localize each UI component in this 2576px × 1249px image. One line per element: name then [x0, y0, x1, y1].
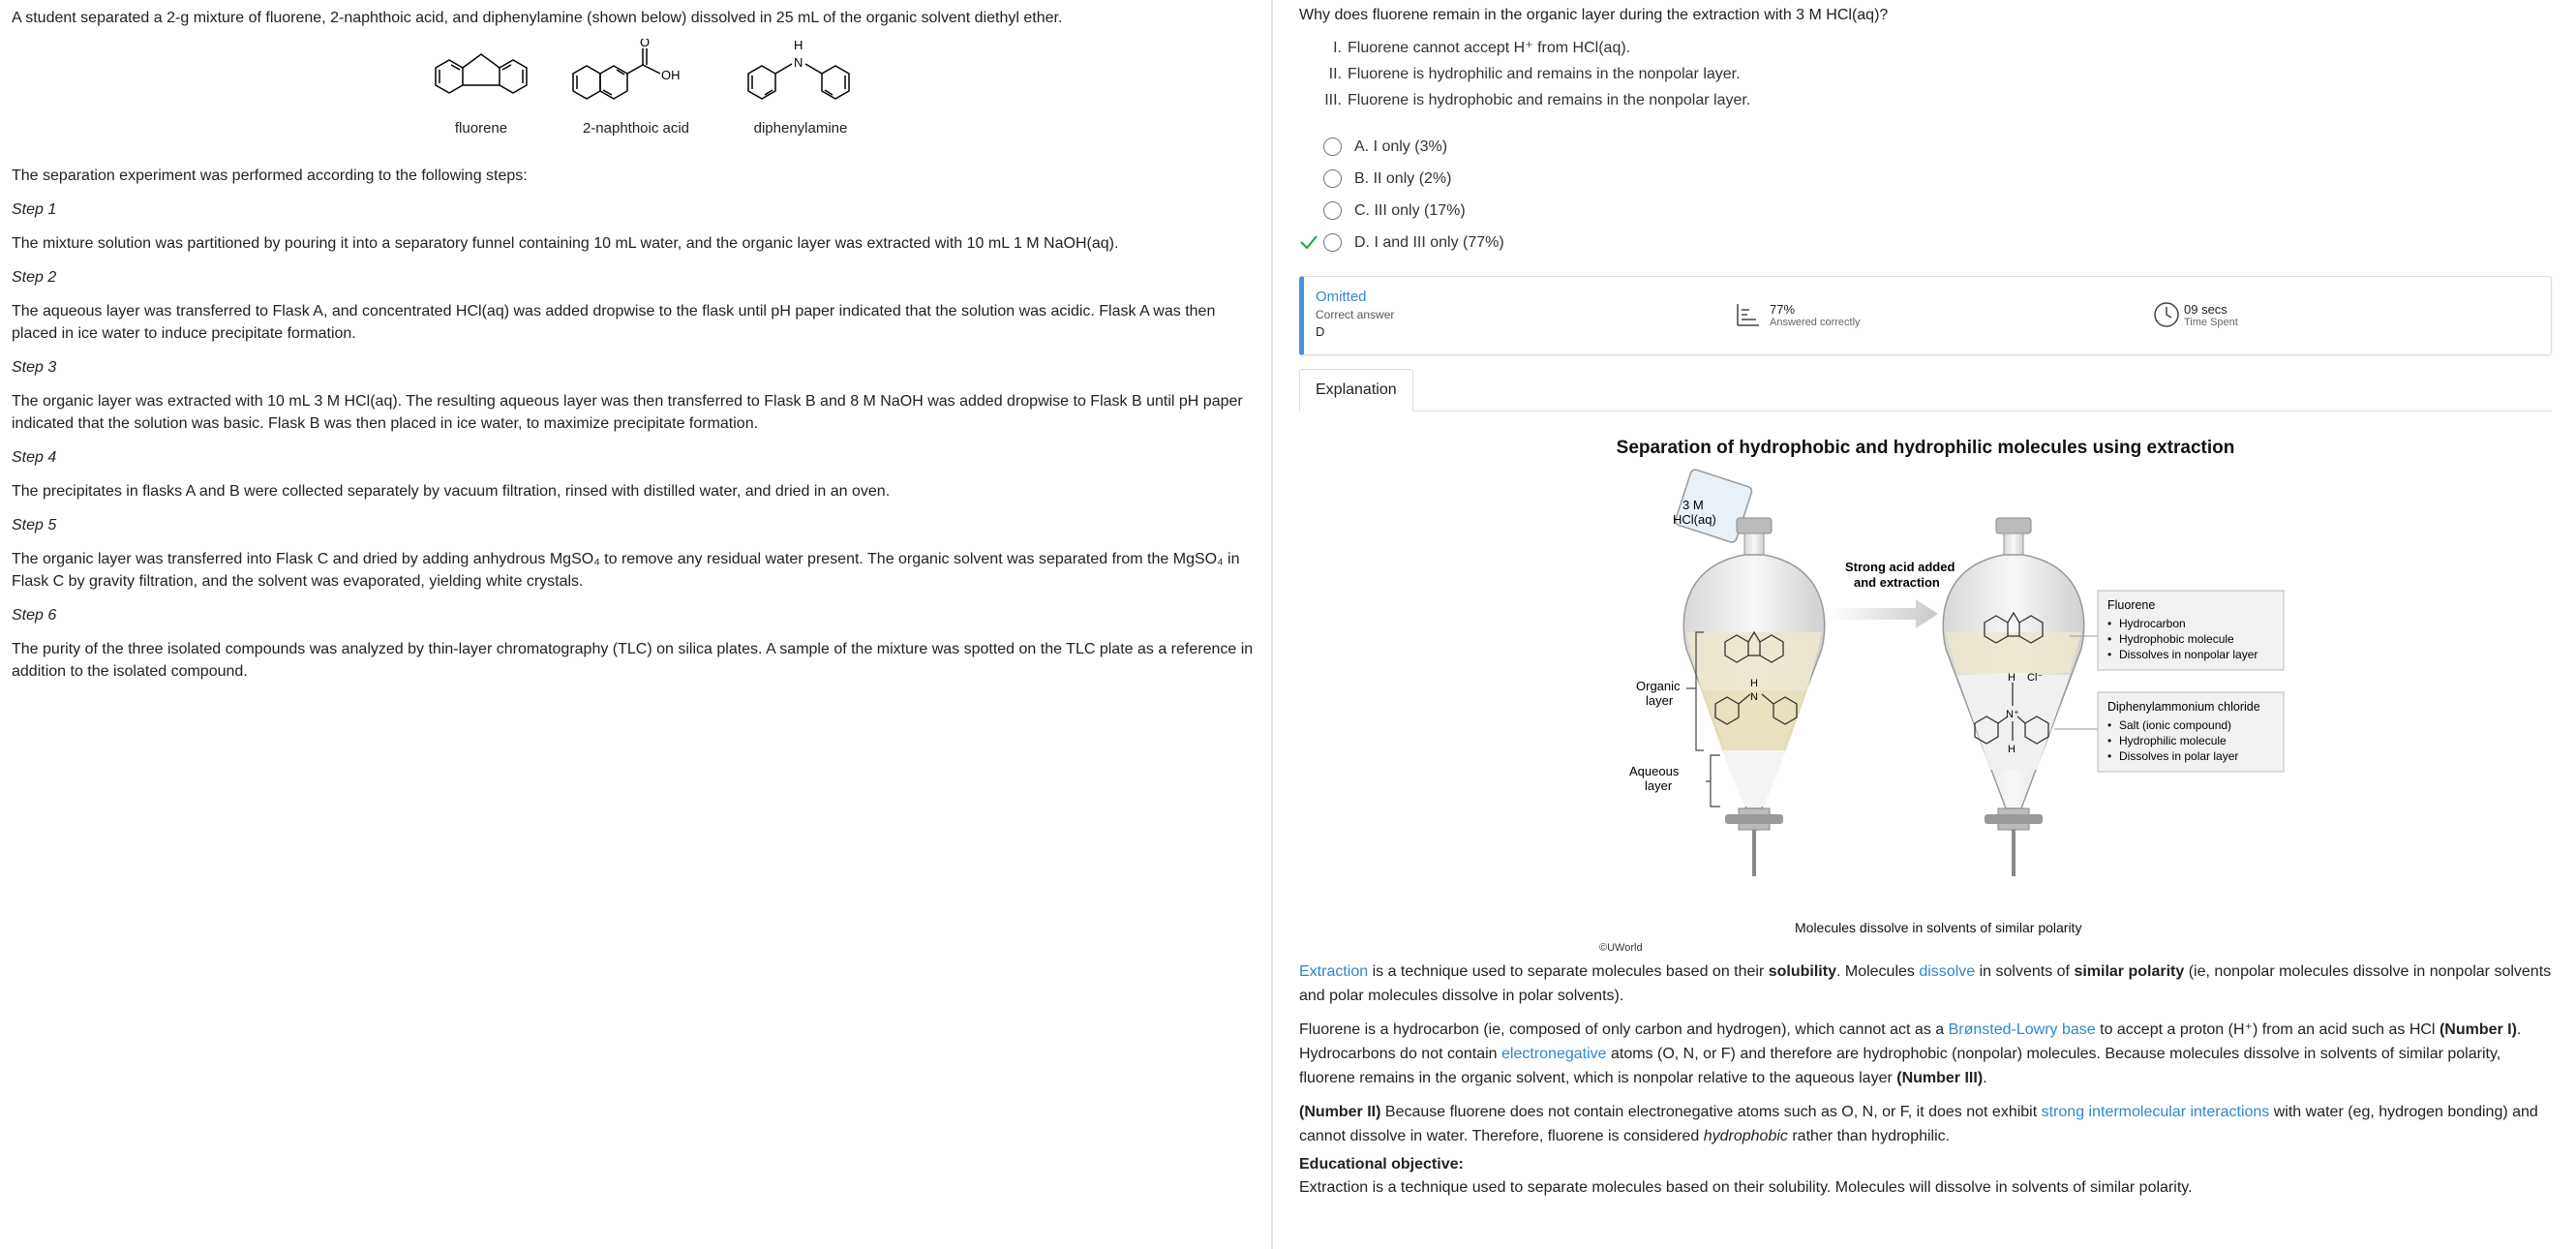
statement-item: [1318, 35, 2552, 61]
stem-intro: A student separated a 2-g mixture of fluorene, 2-naphthoic acid, and diphenylamine (shown below) dissolved in 25 mL of the organic solvent diethyl ether.: [12, 10, 1063, 26]
text-run: Fluorene is a hydrocarbon (ie, composed of only carbon and hydrogen), which cannot act as a: [1299, 1021, 1949, 1038]
time-spent: [2153, 301, 2238, 328]
text-run: atoms (O, N, or F) and therefore are hydrophobic (nonpolar) molecules. Because molecules dissolve in solvents of similar polarity, fluorene remains in the organic solvent, which is nonpolar relative to the aqueous layer: [1299, 1046, 2501, 1086]
bold-text: solubility: [1768, 963, 1836, 980]
right-h-bottom-label: H: [2008, 744, 2015, 755]
choice-label: A. I only (3%): [1354, 137, 1448, 155]
box1-bullet: •: [2107, 648, 2112, 661]
nitrogen-label: N: [794, 55, 803, 70]
choice-label: C. III only (17%): [1354, 201, 1466, 219]
statement-text: Fluorene is hydrophobic and remains in the nonpolar layer.: [1348, 92, 1751, 108]
aqueous-label-1: Aqueous: [1629, 764, 1680, 778]
aqueous-label-2: layer: [1645, 778, 1673, 793]
link-electronegative[interactable]: electronegative: [1501, 1046, 1607, 1062]
radio-button[interactable]: [1323, 233, 1342, 252]
box2-bullet: •: [2107, 718, 2112, 732]
question-stem-pane: [0, 0, 1271, 1249]
choice-label: D. I and III only (77%): [1354, 233, 1504, 251]
text-run: (ie, nonpolar molecules dissolve in nonpolar solvents and polar molecules dissolve in polar solvents).: [1299, 963, 2552, 1004]
link-intermolecular[interactable]: strong intermolecular interactions: [2041, 1104, 2270, 1120]
italic-text: hydrophobic: [1703, 1128, 1788, 1144]
hydroxyl-label: OH: [661, 68, 681, 82]
roman-statements: [1318, 35, 2552, 113]
step-text: The aqueous layer was transferred to Flask A, and concentrated HCl(aq) was added dropwise to the flask until pH paper indicated that the solution was acidic. Flask A was then placed in ice water to induce precipitate formation.: [12, 303, 1216, 342]
organic-label-1: Organic: [1636, 679, 1681, 693]
text-run: .: [1983, 1070, 1987, 1086]
figure-caption: Molecules dissolve in solvents of similar polarity: [1795, 920, 2082, 935]
chloride-label: Cl⁻: [2027, 672, 2044, 684]
objective-text: Extraction is a technique used to separate molecules based on their solubility. Molecules will dissolve in solvents of similar polarity.: [1299, 1179, 2193, 1196]
step-title: Step 2: [12, 269, 57, 286]
choice-c[interactable]: [1299, 195, 2552, 227]
explanation-paragraph-2: [1299, 1018, 2552, 1090]
step-text: The precipitates in flasks A and B were collected separately by vacuum filtration, rinsed with distilled water, and dried in an oven.: [12, 483, 891, 500]
choice-a[interactable]: [1299, 131, 2552, 163]
extraction-figure: [1299, 421, 2552, 952]
molecule-label: 2-naphthoic acid: [582, 120, 690, 137]
bold-text: similar polarity: [2074, 963, 2185, 980]
organic-label-2: layer: [1646, 693, 1674, 708]
beaker-label-1: 3 M: [1682, 498, 1704, 512]
molecule-diphenylamine: [728, 39, 873, 137]
box2-title: Diphenylammonium chloride: [2107, 700, 2260, 714]
hydrogen-label: H: [794, 39, 803, 52]
text-run: in solvents of: [1975, 963, 2075, 980]
correct-answer-value: D: [1316, 324, 1325, 339]
statement-text: Fluorene is hydrophilic and remains in the nonpolar layer.: [1348, 66, 1741, 82]
radio-button[interactable]: [1323, 201, 1342, 220]
naphthoic-acid-structure: [563, 39, 709, 116]
link-dissolve[interactable]: dissolve: [1919, 963, 1976, 980]
objective-title: Educational objective:: [1299, 1156, 1464, 1173]
step-title: Step 1: [12, 201, 57, 218]
statement-item: [1318, 61, 2552, 87]
link-bronsted-lowry[interactable]: Brønsted-Lowry base: [1948, 1021, 2096, 1038]
box2-item: Dissolves in polar layer: [2119, 749, 2239, 763]
right-nplus-label: N⁺: [2006, 709, 2019, 720]
step-title: Step 5: [12, 517, 57, 533]
right-h-top-label: H: [2008, 672, 2015, 684]
bold-text: (Number II): [1299, 1104, 1381, 1120]
right-separatory-funnel: [1943, 518, 2083, 876]
clock-icon: [2153, 301, 2180, 328]
tab-bar: [1299, 370, 2552, 411]
arrow-label-2: and extraction: [1854, 575, 1940, 590]
choice-b[interactable]: [1299, 163, 2552, 195]
radio-button[interactable]: [1323, 137, 1342, 156]
percent-correct: [1735, 301, 1861, 328]
percent-label: Answered correctly: [1770, 316, 1861, 328]
molecule-label: diphenylamine: [753, 120, 848, 137]
time-value: 09 secs: [2184, 301, 2227, 317]
text-run: with water (eg, hydrogen bonding) and cannot dissolve in water. Therefore, fluorene is considered: [1299, 1104, 2538, 1144]
text-run: to accept a proton (H⁺) from an acid such as HCl: [2095, 1021, 2440, 1038]
ammonium-info-box: [2098, 692, 2284, 772]
figure-title: Separation of hydrophobic and hydrophilic molecules using extraction: [1616, 438, 2235, 458]
choice-label: B. II only (2%): [1354, 169, 1452, 187]
answer-status: [1316, 289, 1394, 339]
box1-item: Hydrophobic molecule: [2119, 632, 2234, 646]
box1-bullet: •: [2107, 617, 2112, 630]
box1-item: Hydrocarbon: [2119, 617, 2186, 630]
step-title: Step 6: [12, 607, 57, 624]
box1-title: Fluorene: [2107, 598, 2156, 612]
step-title: Step 4: [12, 449, 57, 466]
explanation-paragraph-3: [1299, 1100, 2552, 1148]
step-title: Step 3: [12, 359, 57, 376]
box1-item: Dissolves in nonpolar layer: [2119, 648, 2258, 661]
answer-explanation-pane: [1273, 0, 2576, 1249]
step-text: The purity of the three isolated compounds was analyzed by thin-layer chromatography (TLC) on silica plates. A sample of the mixture was spotted on the TLC plate as a reference in addition to the isolated compound.: [12, 641, 1254, 680]
radio-button[interactable]: [1323, 169, 1342, 188]
figure-copyright: ©UWorld: [1599, 942, 1643, 954]
statement-number: I.: [1333, 40, 1342, 56]
oxygen-label: O: [640, 39, 651, 49]
text-run: . Molecules: [1835, 963, 1920, 980]
fluorene-structure: [418, 39, 544, 116]
molecule-structures: [12, 39, 1259, 150]
percent-value: 77%: [1770, 301, 1796, 317]
process-arrow: [1829, 599, 1938, 628]
beaker-label-2: HCl(aq): [1673, 512, 1716, 527]
time-label: Time Spent: [2184, 316, 2238, 328]
bar-chart-icon: [1735, 301, 1762, 328]
statement-number: II.: [1328, 66, 1342, 82]
explanation-paragraph-1: [1299, 960, 2552, 1008]
answer-choices: [1299, 131, 2552, 259]
tab-explanation[interactable]: Explanation: [1299, 369, 1413, 411]
correct-answer-label: Correct answer: [1316, 308, 1395, 321]
step-text: The organic layer was extracted with 10 mL 3 M HCl(aq). The resulting aqueous layer was then transferred to Flask B and 8 M NaOH was added dropwise to Flask B until pH paper indicated that the solution was basic. Flask B was then placed in ice water, to maximize precipitate formation.: [12, 393, 1243, 432]
separatory-funnel-diagram: [1299, 421, 2552, 952]
question-text: Why does fluorene remain in the organic layer during the extraction with 3 M HCl(aq)?: [1299, 7, 1889, 23]
molecule-2-naphthoic-acid: [563, 39, 709, 137]
statement-item: [1318, 87, 2552, 113]
text-run: is a technique used to separate molecules based on their: [1368, 963, 1769, 980]
box2-item: Hydrophilic molecule: [2119, 734, 2227, 747]
left-h-label: H: [1750, 678, 1758, 689]
box1-bullet: •: [2107, 632, 2112, 646]
box2-item: Salt (ionic compound): [2119, 718, 2232, 732]
statement-number: III.: [1324, 92, 1342, 108]
correct-check-icon: [1299, 234, 1318, 250]
link-extraction[interactable]: Extraction: [1299, 963, 1369, 980]
diphenylamine-structure: [733, 39, 868, 116]
text-run: . Hydrocarbons do not contain: [1299, 1021, 2522, 1062]
bold-text: (Number III): [1896, 1070, 1984, 1086]
box2-bullet: •: [2107, 749, 2112, 763]
step-text: The organic layer was transferred into Flask C and dried by adding anhydrous MgSO₄ to remove any residual water present. The organic solvent was separated from the MgSO₄ in Flask C by gravity filtration, and the solvent was evaporated, yielding white crystals.: [12, 551, 1240, 590]
arrow-label-1: Strong acid added: [1845, 560, 1955, 574]
left-n-label: N: [1750, 691, 1758, 703]
molecule-label: fluorene: [454, 120, 508, 137]
statement-text: Fluorene cannot accept H⁺ from HCl(aq).: [1348, 40, 1631, 56]
choice-d[interactable]: [1299, 227, 2552, 259]
answer-stats-bar: [1299, 276, 2552, 355]
fluorene-info-box: [2098, 591, 2284, 670]
box2-bullet: •: [2107, 734, 2112, 747]
text-run: rather than hydrophilic.: [1787, 1128, 1951, 1144]
bold-text: (Number I): [2439, 1021, 2517, 1038]
procedure-intro: The separation experiment was performed according to the following steps:: [12, 168, 528, 184]
status-text: Omitted: [1316, 289, 1367, 305]
text-run: Because fluorene does not contain electronegative atoms such as O, N, or F, it does not exhibit: [1380, 1104, 2042, 1120]
step-text: The mixture solution was partitioned by pouring it into a separatory funnel containing 10 mL water, and the organic layer was extracted with 10 mL 1 M NaOH(aq).: [12, 235, 1119, 252]
molecule-fluorene: [409, 39, 554, 137]
